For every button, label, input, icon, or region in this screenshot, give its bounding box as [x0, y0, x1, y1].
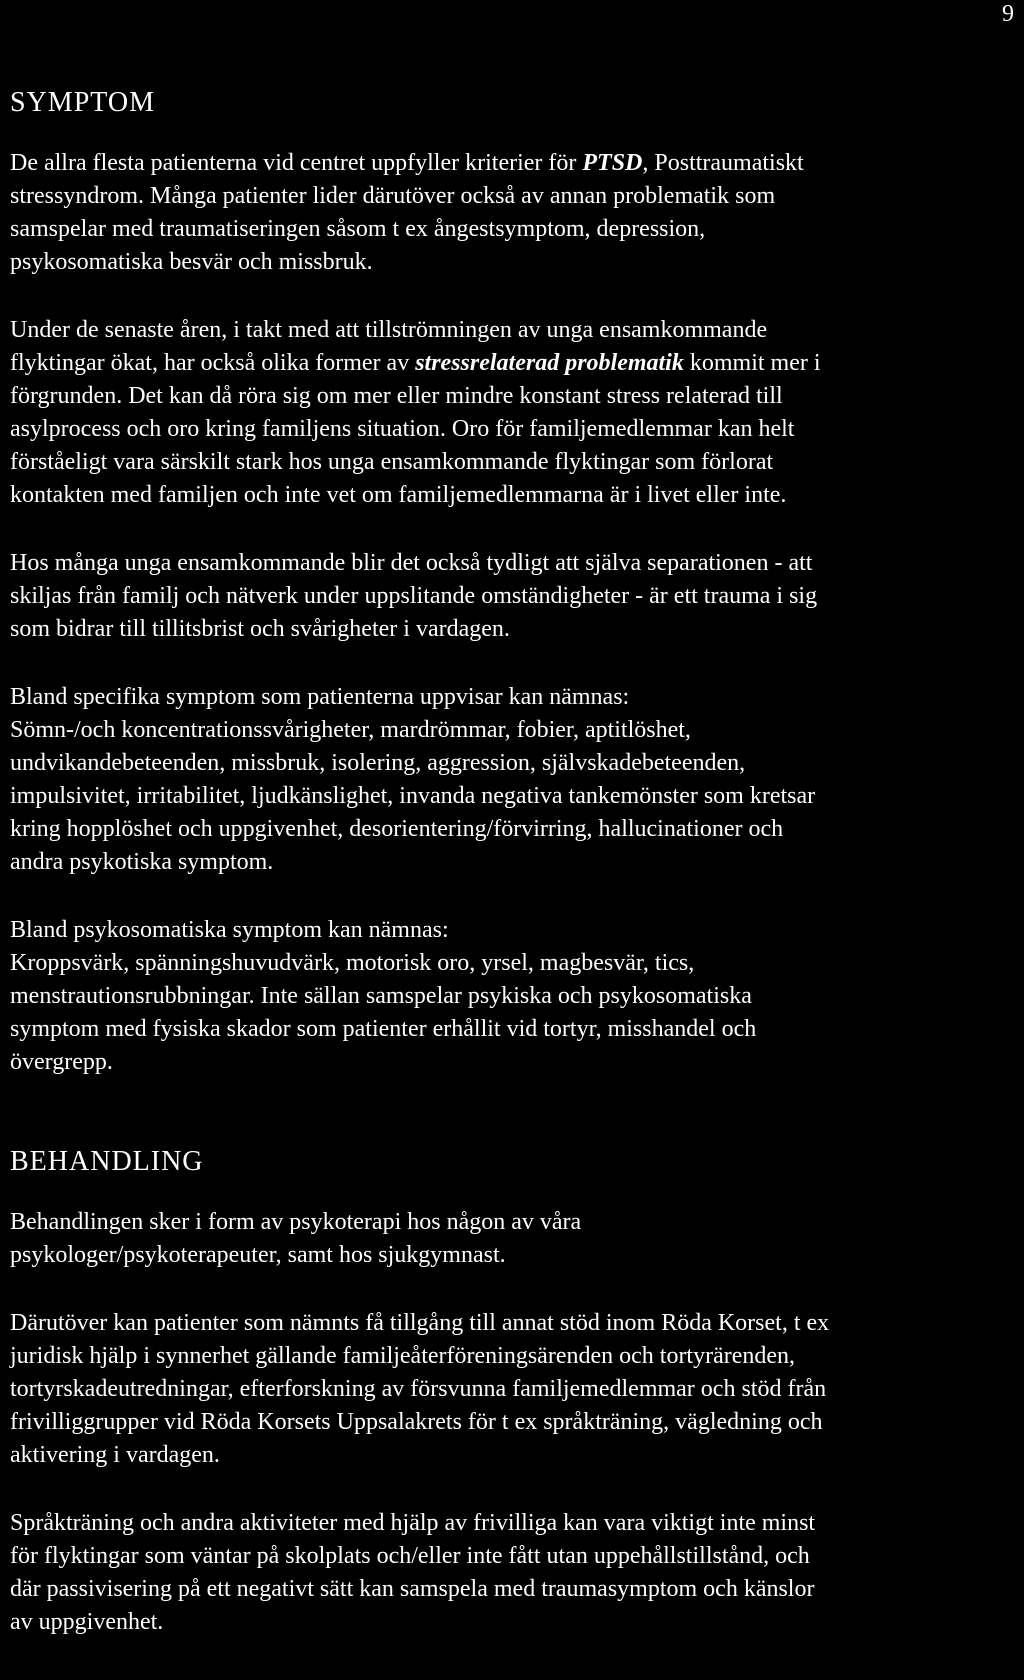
emphasis-stressrelaterad: stressrelaterad problematik — [415, 350, 684, 376]
text-line: tortyrskadeutredningar, efterforskning av försvunna familjemedlemmar och stöd från — [10, 1376, 827, 1402]
text-line: symptom med fysiska skador som patienter erhållit vid tortyr, misshandel och — [10, 1016, 757, 1042]
text-line: Bland psykosomatiska symptom kan nämnas: — [10, 917, 449, 943]
section-heading-behandling: BEHANDLING — [10, 1146, 204, 1177]
text-line: kontakten med familjen och inte vet om familjemedlemmarna är i livet eller inte. — [10, 482, 787, 508]
text-line: asylprocess och oro kring familjens situation. Oro för familjemedlemmar kan helt — [10, 416, 795, 442]
text-line: frivilliggrupper vid Röda Korsets Uppsalakrets för t ex språkträning, vägledning och — [10, 1409, 823, 1435]
symptom-paragraph-2 — [10, 314, 1014, 512]
symptom-paragraph-3 — [10, 547, 1014, 646]
text-line: andra psykotiska symptom. — [10, 849, 274, 875]
section-heading-symptom: SYMPTOM — [10, 87, 155, 118]
text-line: samspelar med traumatiseringen såsom t ex ångestsymptom, depression, — [10, 216, 706, 242]
text-line: aktivering i vardagen. — [10, 1442, 220, 1468]
emphasis-ptsd: PTSD — [582, 150, 643, 176]
text-line: Sömn-/och koncentrationssvårigheter, mardrömmar, fobier, aptitlöshet, — [10, 717, 691, 743]
text-line: De allra flesta patienterna vid centret uppfyller kriterier för PTSD, Posttraumatiskt — [10, 150, 804, 176]
symptom-paragraph-4 — [10, 681, 1014, 879]
text-line: impulsivitet, irritabilitet, ljudkänslighet, invanda negativa tankemönster som kretsar — [10, 783, 816, 809]
text-line: förståeligt vara särskilt stark hos unga ensamkommande flyktingar som förlorat — [10, 449, 774, 475]
document-body — [10, 86, 1014, 1639]
text-line: psykosomatiska besvär och missbruk. — [10, 249, 373, 275]
text-line: Under de senaste åren, i takt med att tillströmningen av unga ensamkommande — [10, 317, 768, 343]
text-line: Bland specifika symptom som patienterna uppvisar kan nämnas: — [10, 684, 630, 710]
text-line: psykologer/psykoterapeuter, samt hos sjukgymnast. — [10, 1242, 506, 1268]
symptom-paragraph-5 — [10, 914, 1014, 1079]
text-line: juridisk hjälp i synnerhet gällande familjeåterföreningsärenden och tortyrärenden, — [10, 1343, 796, 1369]
text-line: Kroppsvärk, spänningshuvudvärk, motorisk oro, yrsel, magbesvär, tics, — [10, 950, 695, 976]
page-number: 9 — [1002, 1, 1014, 27]
text-line: av uppgivenhet. — [10, 1609, 164, 1635]
text-line: där passivisering på ett negativt sätt kan samspela med traumasymptom och känslor — [10, 1576, 815, 1602]
text-line: övergrepp. — [10, 1049, 113, 1075]
text-line: Behandlingen sker i form av psykoterapi hos någon av våra — [10, 1209, 582, 1235]
behandling-paragraph-2 — [10, 1307, 1014, 1472]
symptom-paragraph-1 — [10, 147, 1014, 279]
text-line: stressyndrom. Många patienter lider därutöver också av annan problematik som — [10, 183, 776, 209]
text-line: för flyktingar som väntar på skolplats och/eller inte fått utan uppehållstillstånd, och — [10, 1543, 810, 1569]
text-line: Hos många unga ensamkommande blir det också tydligt att själva separationen - att — [10, 550, 813, 576]
text-line: Språkträning och andra aktiviteter med hjälp av frivilliga kan vara viktigt inte minst — [10, 1510, 816, 1536]
text-line: Därutöver kan patienter som nämnts få tillgång till annat stöd inom Röda Korset, t ex — [10, 1310, 830, 1336]
text-line: skiljas från familj och nätverk under uppslitande omständigheter - är ett trauma i sig — [10, 583, 818, 609]
behandling-paragraph-3 — [10, 1507, 1014, 1639]
text-line: förgrunden. Det kan då röra sig om mer eller mindre konstant stress relaterad till — [10, 383, 783, 409]
text-line: kring hopplöshet och uppgivenhet, desorientering/förvirring, hallucinationer och — [10, 816, 784, 842]
text-line: undvikandebeteenden, missbruk, isolering, aggression, självskadebeteenden, — [10, 750, 746, 776]
text-line: som bidrar till tillitsbrist och svårigheter i vardagen. — [10, 616, 510, 642]
text-line: flyktingar ökat, har också olika former av stressrelaterad problematik kommit mer i — [10, 350, 821, 376]
text-line: menstrautionsrubbningar. Inte sällan samspelar psykiska och psykosomatiska — [10, 983, 752, 1009]
behandling-paragraph-1 — [10, 1206, 1014, 1272]
